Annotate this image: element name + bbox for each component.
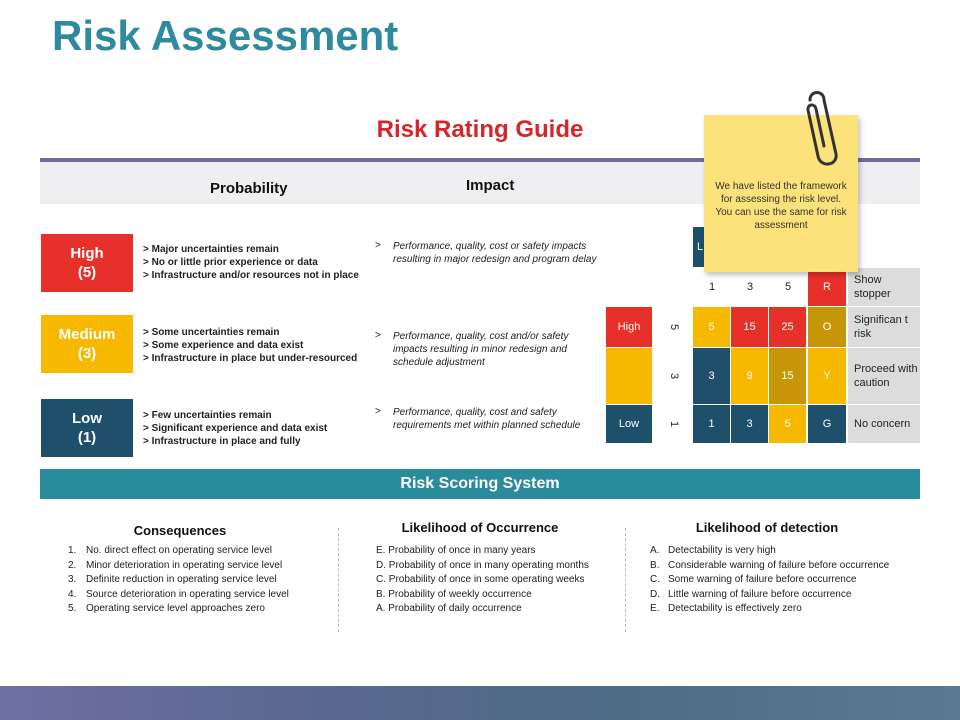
level-low-bullets: [143, 409, 327, 448]
paperclip-icon: [796, 88, 844, 168]
list-marker: C.: [650, 574, 660, 586]
matrix-row-label-low: Low: [606, 405, 652, 443]
probability-number: [662, 405, 686, 443]
impact-arrow: >: [375, 240, 381, 251]
level-score: (1): [77, 429, 97, 446]
list-marker: A.: [650, 545, 660, 556]
level-medium-box: [41, 315, 133, 373]
list-text: No. direct effect on operating service level: [86, 545, 273, 556]
bullet: > Few uncertainties remain: [143, 409, 327, 422]
probability-number-text: 1: [668, 420, 680, 428]
list-item: [650, 588, 920, 603]
list-item: [650, 544, 920, 559]
probability-number: [662, 307, 686, 347]
list-marker: D.: [650, 588, 660, 600]
column-divider: [625, 528, 626, 632]
level-low-box: [41, 399, 133, 457]
list-item: E. Probability of once in many years: [376, 545, 536, 556]
matrix-partial-cell: L: [693, 227, 707, 267]
footer-decoration: [0, 686, 960, 720]
impact-number: 3: [746, 281, 754, 293]
matrix-row-label-high: High: [606, 307, 652, 347]
list-text: Minor deterioration in operating service level: [86, 559, 283, 571]
key-cell-green: G: [808, 405, 846, 443]
matrix-cell: 3: [731, 405, 768, 443]
list-item: [68, 573, 336, 588]
occurrence-title: Likelihood of Occurrence: [401, 520, 559, 535]
level-high-impact: Performance, quality, cost or safety impacts resulting in major redesign and program delay: [393, 241, 597, 265]
key-desc: Significan t risk: [848, 307, 920, 347]
detection-title: Likelihood of detection: [695, 520, 839, 535]
list-text: Detectability is very high: [668, 545, 776, 556]
level-low-impact: Performance, quality, cost and safety requirements met within planned schedule: [393, 407, 581, 431]
level-label: Low: [72, 410, 102, 427]
bullet: > Infrastructure in place but under-resourced: [143, 352, 357, 365]
probability-header: Probability: [210, 180, 288, 197]
bullet: > Some uncertainties remain: [143, 326, 357, 339]
matrix-cell: 15: [731, 307, 768, 347]
list-item: [650, 602, 920, 617]
key-cell-red: R: [808, 268, 846, 306]
probability-number: [662, 348, 686, 404]
matrix-cell: 5: [769, 405, 806, 443]
level-label: High: [70, 245, 104, 262]
list-item: C. Probability of once in some operating weeks: [376, 574, 585, 586]
occurrence-list: [376, 544, 626, 617]
level-high-box: [41, 234, 133, 292]
bullet: > No or little prior experience or data: [143, 256, 359, 269]
key-desc: Proceed with caution: [848, 348, 920, 404]
matrix-row-label-medium: [606, 348, 652, 404]
sticky-note-text: We have listed the framework for assessing the risk level. You can use the same for risk assessment: [715, 181, 847, 231]
list-text: Definite reduction in operating service level: [86, 574, 277, 586]
matrix-cell: 9: [731, 348, 768, 404]
level-high-bullets: [143, 243, 359, 282]
list-item: [650, 559, 920, 574]
list-text: Little warning of failure before occurrence: [668, 588, 852, 600]
list-item: [68, 559, 336, 574]
probability-number-text: 5: [668, 323, 680, 331]
bullet: > Some experience and data exist: [143, 339, 357, 352]
key-cell-yellow: Y: [808, 348, 846, 404]
bullet: > Infrastructure in place and fully: [143, 435, 327, 448]
key-desc: Show stopper: [848, 268, 920, 306]
matrix-cell: 5: [693, 307, 730, 347]
list-item: B. Probability of weekly occurrence: [376, 588, 532, 600]
list-marker: 3.: [68, 574, 77, 586]
list-text: Detectability is effectively zero: [668, 603, 802, 615]
consequences-list: [68, 544, 336, 617]
impact-arrow: >: [375, 406, 381, 417]
level-medium-impact: Performance, quality, cost and/or safety impacts resulting in minor redesign and schedule adjustment: [393, 331, 569, 368]
consequences-title: Consequences: [133, 523, 227, 538]
list-marker: 4.: [68, 588, 77, 600]
column-divider: [338, 528, 339, 632]
list-text: Considerable warning of failure before occurrence: [668, 559, 890, 571]
list-marker: E.: [650, 603, 660, 615]
key-cell-orange: O: [808, 307, 846, 347]
level-score: (5): [77, 264, 97, 281]
guide-title: Risk Rating Guide: [376, 116, 584, 143]
list-text: Operating service level approaches zero: [86, 603, 265, 615]
key-desc: No concern: [848, 405, 920, 443]
bullet: > Major uncertainties remain: [143, 243, 359, 256]
list-item: [68, 602, 336, 617]
list-item: D. Probability of once in many operating months: [376, 559, 589, 571]
impact-number: 1: [708, 281, 716, 293]
list-item: [68, 544, 336, 559]
impact-header: Impact: [466, 177, 515, 194]
bullet: > Infrastructure and/or resources not in place: [143, 269, 359, 282]
list-marker: 5.: [68, 603, 77, 615]
list-item: [68, 588, 336, 603]
level-score: (3): [77, 345, 97, 362]
list-marker: 2.: [68, 559, 77, 571]
list-item: [650, 573, 920, 588]
level-label: Medium: [58, 326, 116, 343]
matrix-cell: 1: [693, 405, 730, 443]
level-medium-bullets: [143, 326, 357, 365]
impact-number: 5: [784, 281, 792, 293]
list-item: A. Probability of daily occurrence: [376, 603, 522, 615]
matrix-cell: 3: [693, 348, 730, 404]
list-text: Source deterioration in operating service level: [86, 588, 289, 600]
list-marker: B.: [650, 559, 660, 571]
list-marker: 1.: [68, 545, 77, 556]
page-title: Risk Assessment: [52, 12, 399, 59]
probability-number-text: 3: [668, 372, 680, 380]
scoring-system-bar: Risk Scoring System: [40, 469, 920, 499]
matrix-cell: 15: [769, 348, 806, 404]
detection-list: [650, 544, 920, 617]
list-text: Some warning of failure before occurrence: [668, 574, 857, 586]
matrix-cell: 25: [769, 307, 806, 347]
bullet: > Significant experience and data exist: [143, 422, 327, 435]
impact-arrow: >: [375, 330, 381, 341]
